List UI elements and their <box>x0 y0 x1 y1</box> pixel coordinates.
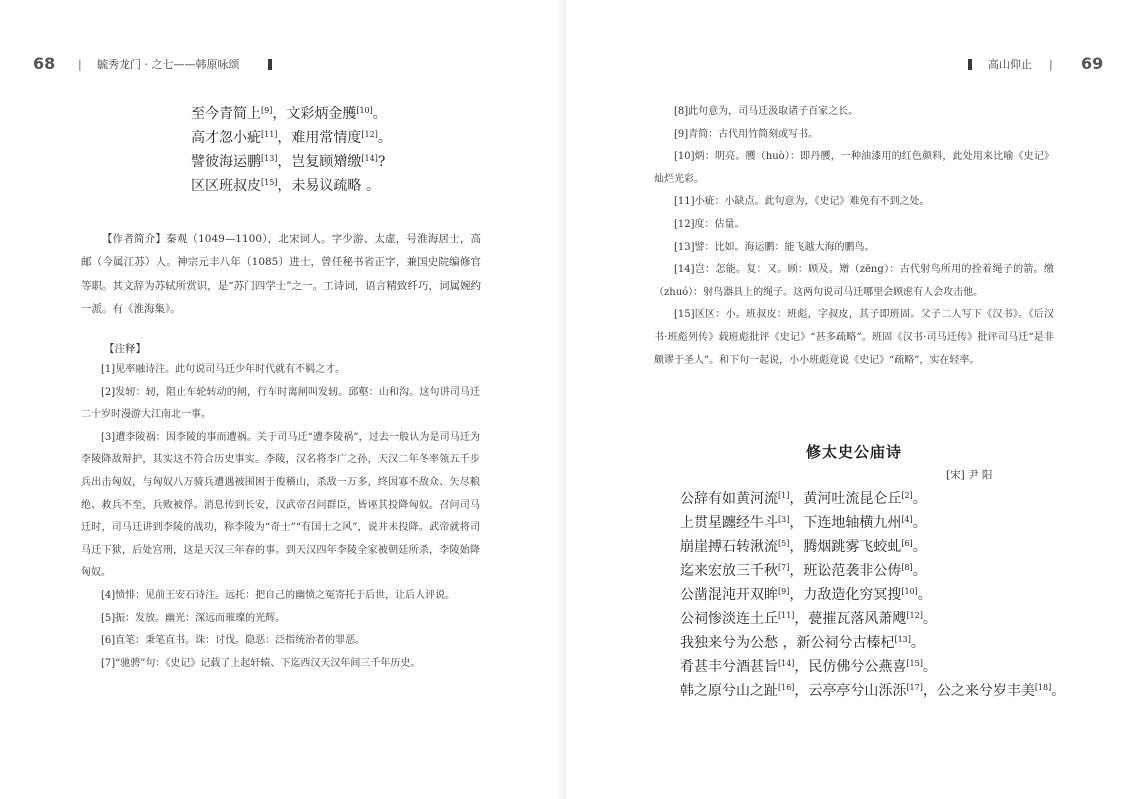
verse-line <box>191 150 392 174</box>
verse-text: 公凿混沌开双眸 <box>680 587 778 603</box>
verse-text: ，云亭亭兮山泺泺 <box>794 683 907 699</box>
note-item: [1]见率融诗注。此句说司马迁少年时代就有不羁之才。 <box>101 364 346 375</box>
verse-text: ，腾烟跳雾飞蛟虬 <box>789 539 902 555</box>
note-marker: [17] <box>906 683 923 692</box>
verse-text: ，下连地轴横九州 <box>789 515 902 531</box>
note-marker: [11] <box>778 611 795 620</box>
note-marker: [14] <box>361 154 378 163</box>
verse-line <box>680 559 1065 583</box>
note-item: [9]青简：古代用竹简刻或写书。 <box>674 128 819 140</box>
verse-line <box>680 583 1065 607</box>
note-marker: [3] <box>778 515 790 524</box>
poem-title: 修太史公庙诗 <box>806 443 903 461</box>
verse-line <box>680 679 1065 703</box>
verse-text: 公祠惨淡连土丘 <box>680 611 778 627</box>
note-item: [13]譬：比如。海运鹏：能飞越大海的鹏鸟。 <box>674 241 875 253</box>
verse-text: 迄来宏放三千秋 <box>680 563 778 579</box>
verse-text: 上贯星躔经牛斗 <box>680 515 778 531</box>
note-marker: [18] <box>1034 683 1052 692</box>
verse-line <box>191 174 392 198</box>
verse-line <box>680 487 1065 511</box>
verse-text: 。 <box>1051 683 1066 699</box>
note-marker: [15] <box>261 178 278 187</box>
note-marker: [15] <box>906 659 923 668</box>
note-marker: [4] <box>901 515 913 524</box>
running-header: 高山仰止 <box>988 58 1032 71</box>
verse-text: 。 <box>922 659 937 675</box>
note-marker: [8] <box>901 563 913 572</box>
header-separator: | <box>1049 58 1053 71</box>
note-item: [3]遭李陵祸：因李陵的事而遭祸。关于司马迁“遭李陵祸”，过去一般认为是司马迁为李陵降敌辩护，其实这不符合历史事实。李陵，汉名将李广之孙，天汉二年冬率领五千步兵出击匈奴，与匈奴八万骑兵遭遇被围困于俊稽山，杀敌一万多，终因寡不敌众、矢尽粮绝、救兵不至，兵败被俘。消息传到长安，汉武帝召问群臣，皆诬其投降匈奴。召问司马迁时，司马迁讲到李陵的战功，称李陵为“奇士”“有国士之风”，说并未投降。武帝就将司马迁下狱，后处宫刑，这是天汉三年春的事。到天汉四年李陵全家被朝廷所杀，李陵始降匈奴。 <box>81 431 480 579</box>
note-item: [10]炳：明亮。雘（huò）：即丹雘，一种油漆用的红色颜料，此处用来比喻《史记》灿烂光彩。 <box>654 151 1054 185</box>
note-marker: [12] <box>361 130 378 139</box>
verse-text: 韩之原兮山之趾 <box>680 683 778 699</box>
note-item: [6]直笔：秉笔直书。诛：讨伐。隐恶：泛指统治者的罪恶。 <box>101 635 366 647</box>
verse-text: 高才忽小疵 <box>191 130 261 146</box>
note-marker: [12] <box>906 611 923 620</box>
verse-text: ，甍摧瓦落风萧飕 <box>794 611 907 627</box>
note-marker: [5] <box>778 539 790 548</box>
note-marker: [16] <box>778 683 795 692</box>
verse-text: 。 <box>922 611 937 627</box>
poem-author: [宋] 尹 阳 <box>946 469 993 481</box>
header-separator: | <box>78 58 82 71</box>
verse-text: 公辞有如黄河流 <box>680 491 778 507</box>
verse-line <box>191 102 392 126</box>
note-marker: [10] <box>901 587 918 596</box>
notes-list <box>654 101 1054 372</box>
verse-line <box>680 655 1065 679</box>
note-marker: [1] <box>778 491 790 500</box>
verse-text: 我独来兮为公愁 ，新公祠兮古榛杞 <box>680 635 895 651</box>
verse-text: 。 <box>910 635 925 651</box>
verse-text: 。 <box>372 106 387 122</box>
notes-list <box>81 359 480 675</box>
verse-text: 譬彼海运鹏 <box>191 154 261 170</box>
note-marker: [13] <box>894 635 911 644</box>
verse-text: ，班讼范袭非公俦 <box>789 563 902 579</box>
note-marker: [2] <box>901 491 913 500</box>
verse-text: ? <box>377 154 386 170</box>
verse-line <box>680 631 1065 655</box>
note-marker: [6] <box>901 539 913 548</box>
notes-heading: 【注释】 <box>104 343 146 355</box>
verse-poem <box>680 487 1065 703</box>
note-item: [12]度：估量。 <box>674 218 745 230</box>
verse-text: ，未易议疏略 。 <box>277 178 380 194</box>
note-item: [2]发轫：轫，阻止车轮转动的闸，行车时离闸叫发轫。邱壑：山和沟。这句讲司马迁二十岁时漫游大江南北一事。 <box>81 386 480 421</box>
page-number: 68 <box>33 54 56 73</box>
verse-text: 至今青简上 <box>191 106 261 122</box>
verse-line <box>680 535 1065 559</box>
verse-text: 。 <box>912 491 927 507</box>
note-marker: [10] <box>356 106 373 115</box>
verse-text: 区区班叔皮 <box>191 178 261 194</box>
note-item: [8]此句意为，司马迁汲取诸子百家之长。 <box>674 106 859 117</box>
note-item: [7]“驰骋”句：《史记》记载了上起轩辕、下迄西汉天汉年间三千年历史。 <box>101 657 421 669</box>
header-bar-mark <box>968 59 972 70</box>
note-marker: [14] <box>778 659 795 668</box>
note-marker: [11] <box>261 130 278 139</box>
verse-text: 。 <box>917 587 932 603</box>
verse-text: ，公之来兮岁丰美 <box>922 683 1035 699</box>
verse-line <box>680 607 1065 631</box>
note-item: [15]区区：小。班叔皮：班彪，字叔皮，其子即班固。父子二人写下《汉书》。《后汉书·班彪列传》载班彪批评《史记》“甚多疏略”。班固《汉书·司马迁传》批评司马迁“是非颇谬于圣人”。和下句一起说，小小班彪竟说《史记》“疏略”，实在轻率。 <box>654 309 1054 366</box>
verse-text: 。 <box>377 130 392 146</box>
note-marker: [9] <box>261 106 273 115</box>
verse-text: 肴甚丰兮酒甚旨 <box>680 659 778 675</box>
verse-text: 。 <box>912 563 927 579</box>
verse-text: ，难用常情度 <box>277 130 362 146</box>
note-item: [14]岂：怎能。复：又。顾：顾及。矰（zēng）：古代射鸟所用的拴着绳子的箭。缴（zhuó）：射鸟器具上的绳子。这两句说司马迁哪里会顾虑有人会攻击他。 <box>654 264 1054 298</box>
author-intro-text: 【作者简介】秦观（1049—1100），北宋词人。字少游、太虚，号淮海居士，高邮（今属江苏）人。神宗元丰八年（1085）进士，曾任秘书省正字，兼国史院编修官等职。其文辞为苏轼所赏识，是“苏门四学士”之一。工诗词，语言精致纤巧，词属婉约一派。有《淮海集》。 <box>81 233 481 316</box>
note-item: [4]愤悱：见前王安石诗注。远托：把自己的幽愤之冤寄托于后世，让后人评说。 <box>101 589 456 601</box>
note-item: [11]小疵：小缺点。此句意为，《史记》难免有不到之处。 <box>674 196 930 208</box>
verse-text: 崩崖搏石转湫流 <box>680 539 778 555</box>
verse-line <box>191 126 392 150</box>
verse-text: 。 <box>912 515 927 531</box>
left-page <box>0 0 566 799</box>
header-bar-mark <box>268 59 272 70</box>
note-marker: [7] <box>778 563 790 572</box>
verse-text: ，黄河吐流昆仑丘 <box>789 491 902 507</box>
author-intro <box>81 228 481 322</box>
verse-text: ，力敌造化穷冥搜 <box>789 587 902 603</box>
page-number: 69 <box>1081 54 1104 73</box>
verse-text: ，民仿佛兮公燕喜 <box>794 659 907 675</box>
verse-text: 。 <box>912 539 927 555</box>
note-marker: [13] <box>261 154 278 163</box>
running-header: 毓秀龙门 · 之七——韩原咏颂 <box>97 58 240 71</box>
verse-stanza <box>191 102 392 198</box>
note-marker: [9] <box>778 587 790 596</box>
verse-text: ，文彩炳金雘 <box>272 106 357 122</box>
verse-line <box>680 511 1065 535</box>
verse-text: ，岂复顾矰缴 <box>277 154 362 170</box>
note-item: [5]振：发放。幽光：深远而璀璨的光辉。 <box>101 612 286 624</box>
